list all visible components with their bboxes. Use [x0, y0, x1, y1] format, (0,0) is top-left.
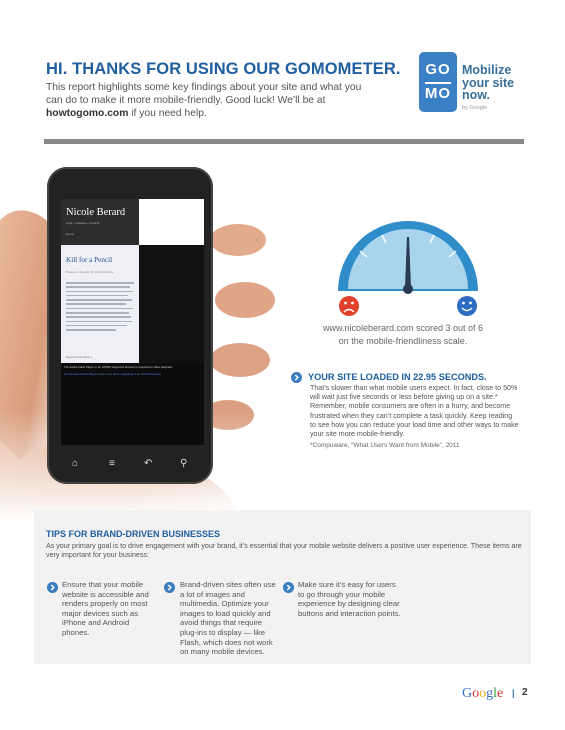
score-line-2: on the mobile-friendliness scale.: [338, 336, 468, 346]
chevron-right-icon: [291, 372, 302, 383]
post-title[interactable]: Kill for a Pencil: [66, 256, 113, 264]
chevron-right-icon: [47, 582, 58, 593]
tips-intro: As your primary goal is to drive engagement with your brand, it’s essential that your mobile website delivers a positive user experience. These items are very important for your business:: [46, 542, 522, 560]
load-time-heading: YOUR SITE LOADED IN 22.95 SECONDS.: [308, 372, 487, 382]
gomo-logo: [419, 52, 457, 112]
chevron-right-icon: [164, 582, 175, 593]
logo-tagline: [462, 64, 514, 102]
page-title: HI. THANKS FOR USING OUR GOMOMETER.: [46, 60, 401, 78]
tip-item-3: Make sure it’s easy for users to go through your mobile experience by designing clear buttons and interaction points.: [298, 580, 401, 618]
header-divider: [44, 139, 524, 144]
phone-screen: [61, 199, 204, 445]
load-time-footnote: *Compuware, “What Users Want from Mobile”, 2011: [310, 442, 460, 449]
tip-item-1: Ensure that your mobile website is accessible and renders properly on most major devices such as iPhone and Android phones.: [62, 580, 149, 637]
logo-tagline-2: your site: [462, 75, 515, 90]
load-time-body: That’s slower than what mobile users expect. In fact, close to 50% will wait just five seconds or less before giving up on a site.* Remember, mobile consumers are often in a hurry, and become frustrated when they can’t complete a task quickly. Keep reading to see how you can reduce your load time and other ways to make your site more mobile-friendly.: [310, 384, 519, 439]
logo-byline: by Google: [462, 105, 488, 111]
flash-message: The Adobe Flash Player or an HTML5 supported browser is required for video playback.: [64, 365, 173, 369]
site-tagline: Logic + Creative + Content: [66, 221, 100, 225]
help-link[interactable]: howtogomo.com: [46, 108, 129, 119]
score-text: [318, 322, 488, 348]
search-icon[interactable]: ⚲: [180, 458, 188, 469]
gauge-hub: [403, 284, 413, 294]
post-meta: Posted on January 15, 2013 by Nicole: [66, 270, 114, 274]
home-icon[interactable]: ⌂: [72, 458, 79, 469]
logo-mark-top: GO: [425, 61, 451, 78]
sad-face-icon: [339, 296, 359, 316]
site-name: Nicole Berard: [66, 207, 126, 218]
site-header-panel: [139, 199, 204, 245]
google-logo: Google: [462, 686, 504, 701]
intro-text: This report highlights some key findings about your site and what you can do to make it more mobile-friendly. Good luck! We’ll be at: [46, 82, 362, 106]
logo-mark-bottom: MO: [424, 85, 452, 102]
chevron-right-icon: [283, 582, 294, 593]
page-number: 2: [522, 687, 528, 698]
tip-item-2: Brand-driven sites often use a lot of images and multimedia. Optimize your images to load quickly and avoid things that require plug-ins to display — like Flash, which does not work on many mobile devices.: [180, 580, 276, 657]
happy-face-icon: [457, 296, 477, 316]
back-icon[interactable]: ↶: [144, 458, 153, 469]
tips-heading: TIPS FOR BRAND-DRIVEN BUSINESSES: [46, 529, 221, 539]
read-more-link[interactable]: Read the full article »: [66, 355, 93, 359]
logo-tagline-3: now.: [462, 88, 491, 102]
post-body-lines: [66, 282, 136, 352]
intro-paragraph: [46, 81, 376, 120]
intro-suffix: if you need help.: [131, 108, 207, 119]
score-line-1: www.nicoleberard.com scored 3 out of 6: [322, 323, 484, 333]
logo-tagline-1: Mobilize: [462, 63, 512, 77]
flash-link[interactable]: Get the latest Flash Player Learn more about upgrading to an HTML5 browser: [64, 372, 161, 376]
menu-icon[interactable]: ≡: [109, 458, 115, 469]
site-nav-home[interactable]: Home: [66, 232, 75, 236]
gomometer-gauge: [338, 219, 478, 319]
footer-separator: |: [512, 688, 515, 698]
